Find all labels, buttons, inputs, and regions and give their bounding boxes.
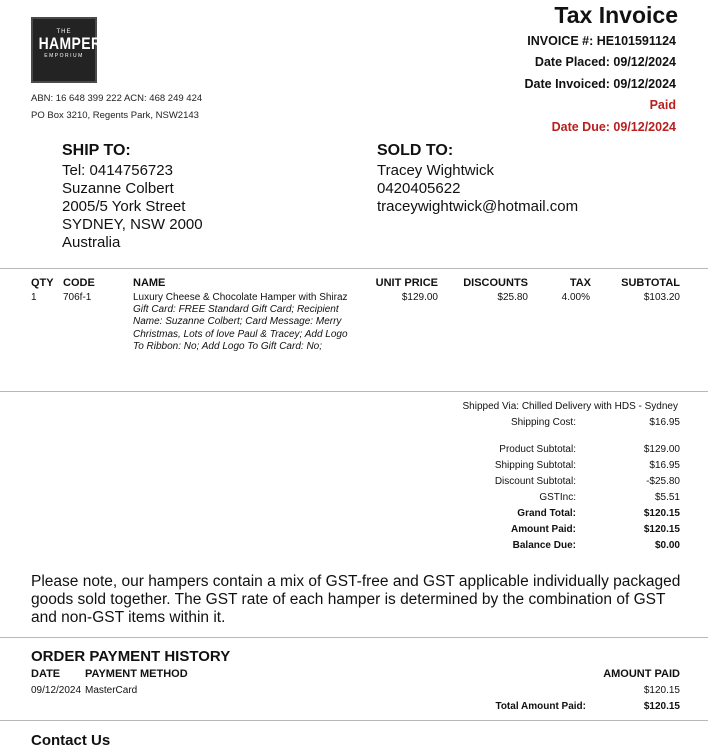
ship-to-address bbox=[62, 162, 203, 252]
ship-to-line: Tel: 0414756723 bbox=[62, 162, 173, 179]
payment-method: MasterCard bbox=[85, 685, 138, 696]
amount-paid-label: Amount Paid: bbox=[511, 524, 576, 535]
shipping-cost-value: $16.95 bbox=[649, 417, 680, 428]
shipping-subtotal-value: $16.95 bbox=[649, 460, 680, 471]
grand-total-label: Grand Total: bbox=[517, 508, 576, 519]
balance-due-label: Balance Due: bbox=[512, 540, 576, 551]
date-placed: Date Placed: 09/12/2024 bbox=[534, 55, 676, 69]
total-amount-paid-value: $120.15 bbox=[643, 701, 680, 712]
discount-subtotal-label: Discount Subtotal: bbox=[494, 476, 576, 487]
date-due: Date Due: 09/12/2024 bbox=[551, 120, 676, 134]
divider bbox=[0, 720, 708, 721]
col-name: NAME bbox=[133, 277, 166, 289]
col-qty: QTY bbox=[31, 277, 54, 289]
sold-to-email: traceywightwick@hotmail.com bbox=[377, 198, 579, 215]
grand-total-value: $120.15 bbox=[643, 508, 680, 519]
row-description bbox=[133, 292, 358, 353]
discount-subtotal-value: -$25.80 bbox=[646, 476, 680, 487]
row-discounts: $25.80 bbox=[497, 292, 528, 303]
gst-label: GSTInc: bbox=[539, 492, 576, 503]
payment-history-heading: ORDER PAYMENT HISTORY bbox=[31, 648, 231, 665]
product-subtotal-label: Product Subtotal: bbox=[499, 444, 576, 455]
shipped-via-label: Shipped Via: bbox=[462, 401, 520, 412]
logo-line-the: THE bbox=[56, 29, 72, 35]
col-date: DATE bbox=[31, 668, 61, 680]
gst-value: $5.51 bbox=[654, 492, 680, 503]
ship-to-line: 2005/5 York Street bbox=[62, 198, 186, 215]
col-subtotal: SUBTOTAL bbox=[621, 277, 680, 289]
sold-to-line: 0420405622 bbox=[377, 180, 461, 197]
row-unit-price: $129.00 bbox=[401, 292, 438, 303]
logo-line-emporium: EMPORIUM bbox=[44, 53, 84, 59]
divider bbox=[0, 268, 708, 269]
sold-to-line: Tracey Wightwick bbox=[377, 162, 494, 179]
divider bbox=[0, 391, 708, 392]
shipped-via bbox=[463, 401, 678, 412]
shipped-via-value: Chilled Delivery with HDS - Sydney bbox=[521, 401, 678, 412]
amount-paid-value: $120.15 bbox=[643, 524, 680, 535]
date-invoiced: Date Invoiced: 09/12/2024 bbox=[524, 77, 676, 91]
company-address: PO Box 3210, Regents Park, NSW2143 bbox=[31, 110, 199, 121]
row-subtotal: $103.20 bbox=[643, 292, 680, 303]
col-discounts: DISCOUNTS bbox=[463, 277, 528, 289]
product-subtotal-value: $129.00 bbox=[643, 444, 680, 455]
company-logo bbox=[31, 17, 102, 83]
company-abn: ABN: 16 648 399 222 ACN: 468 249 424 bbox=[31, 93, 203, 104]
shipping-subtotal-label: Shipping Subtotal: bbox=[494, 460, 576, 471]
row-product-name: Luxury Cheese & Chocolate Hamper with Shiraz bbox=[133, 292, 348, 303]
ship-to-heading: SHIP TO: bbox=[62, 142, 131, 159]
invoice-number: INVOICE #: HE101591124 bbox=[527, 34, 676, 48]
col-unit-price: UNIT PRICE bbox=[375, 277, 438, 289]
payment-date: 09/12/2024 bbox=[31, 685, 82, 696]
gst-note: Please note, our hampers contain a mix of GST-free and GST applicable individually packaged goods sold together. The GST rate of each hamper is determined by the combination of GST and non-GST items within it. bbox=[31, 573, 681, 626]
balance-due-value: $0.00 bbox=[654, 540, 680, 551]
payment-amount: $120.15 bbox=[643, 685, 680, 696]
row-options: Gift Card: FREE Standard Gift Card; Recipient Name: Suzanne Colbert; Card Message: Merry Christmas, Lots of love Paul & Tracey; Add Logo To Ribbon: No; Add Logo To Gift Card: No; bbox=[133, 304, 348, 352]
logo-line-hamper: HAMPER bbox=[38, 34, 102, 53]
contact-us-heading: Contact Us bbox=[31, 732, 111, 749]
col-payment-method: PAYMENT METHOD bbox=[85, 668, 188, 680]
ship-to-line: Suzanne Colbert bbox=[62, 180, 174, 197]
shipping-cost-label: Shipping Cost: bbox=[510, 417, 576, 428]
row-tax: 4.00% bbox=[561, 292, 590, 303]
invoice-title: Tax Invoice bbox=[554, 2, 678, 28]
status-paid: Paid bbox=[649, 98, 676, 112]
total-amount-paid-label: Total Amount Paid: bbox=[495, 701, 586, 712]
sold-to-address bbox=[377, 162, 578, 216]
ship-to-line: SYDNEY, NSW 2000 bbox=[62, 216, 203, 233]
col-tax: TAX bbox=[569, 277, 591, 289]
row-code: 706f-1 bbox=[63, 292, 92, 303]
ship-to-line: Australia bbox=[62, 234, 121, 251]
divider bbox=[0, 637, 708, 638]
col-amount-paid: AMOUNT PAID bbox=[603, 668, 680, 680]
col-code: CODE bbox=[63, 277, 95, 289]
sold-to-heading: SOLD TO: bbox=[377, 142, 454, 159]
row-qty: 1 bbox=[31, 292, 37, 303]
